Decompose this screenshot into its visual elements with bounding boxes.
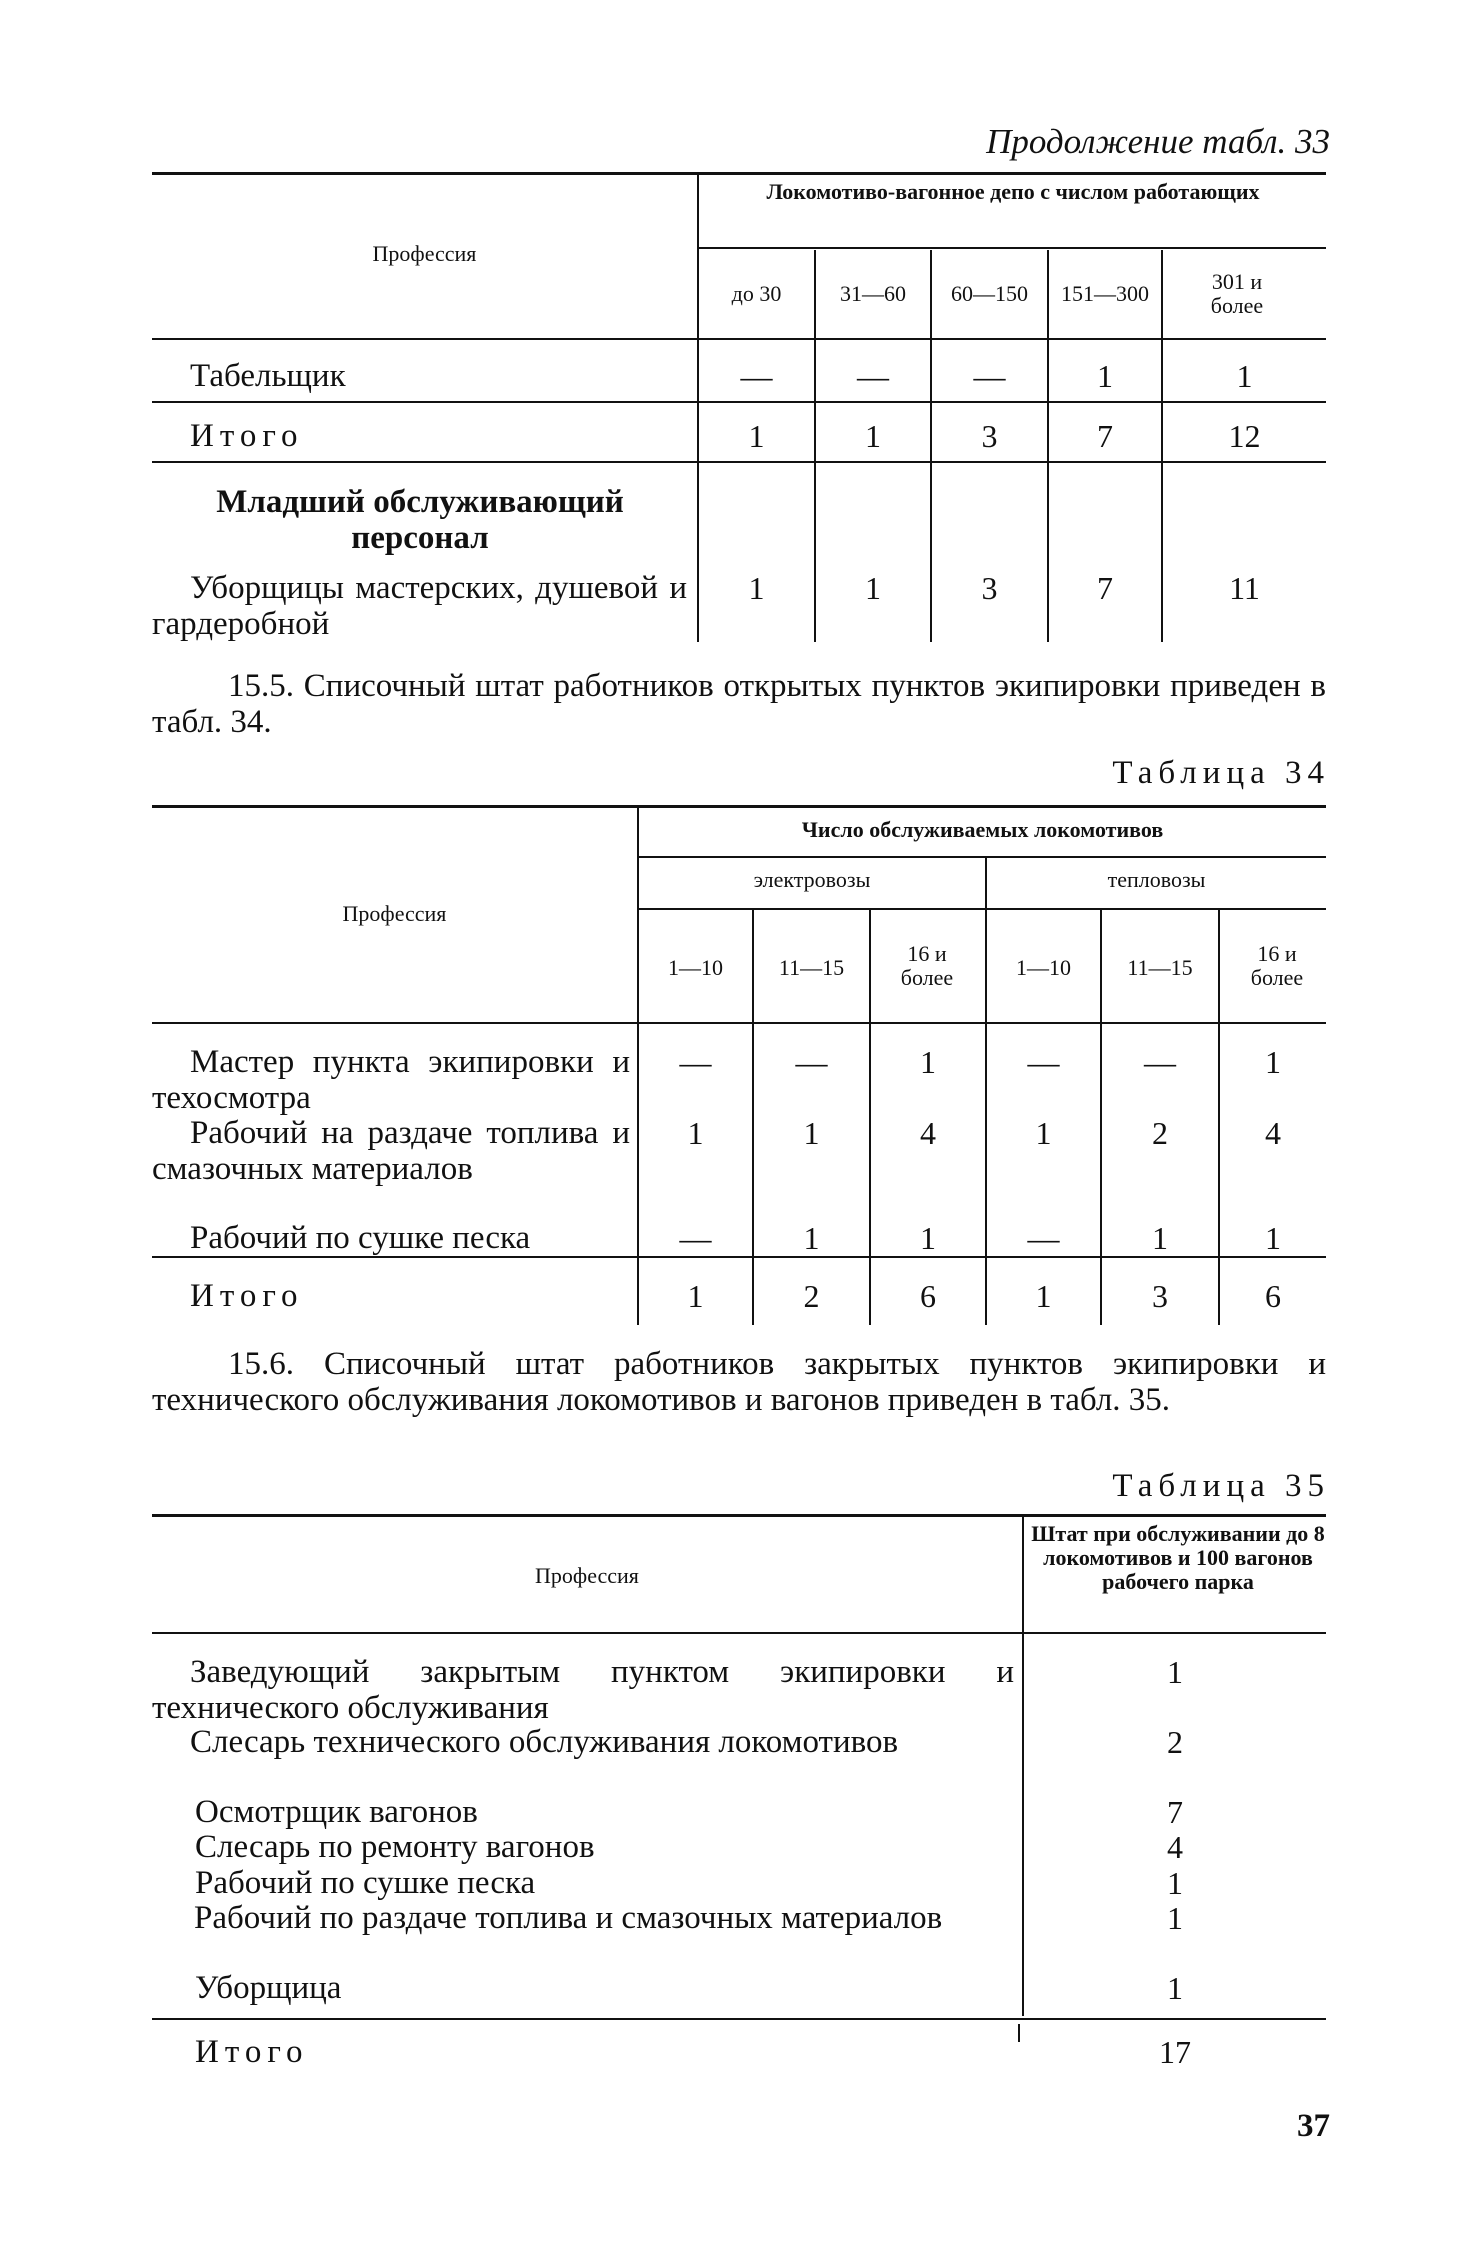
t34-col-header: 1—10 [1016, 955, 1071, 980]
t33-header-rule [152, 338, 1326, 340]
t34-cell: 2 [803, 1278, 820, 1314]
t34-total-label: Итого [190, 1278, 304, 1314]
t35-header-rule [152, 1632, 1326, 1634]
t35-top-rule [152, 1514, 1326, 1517]
t35-cell: 1 [1167, 1900, 1183, 1936]
t35-profession-header: Профессия [535, 1563, 639, 1588]
t34-cell: 1 [1035, 1278, 1052, 1314]
t34-col-header: 1—10 [668, 955, 723, 980]
t35-total-tick [1018, 2024, 1020, 2042]
t33-row-rule [152, 461, 1326, 463]
table-34-caption: Таблица 34 [1112, 755, 1330, 791]
t33-section-title: Младший обслуживающий персонал [216, 484, 624, 556]
t34-col-header: 16 и более [900, 941, 954, 990]
t33-cell: 1 [748, 570, 765, 606]
t34-cell: 1 [1152, 1220, 1168, 1256]
t34-cell: — [1027, 1044, 1060, 1080]
table-35-caption: Таблица 35 [1112, 1468, 1330, 1504]
t35-row-label: Осмотрщик вагонов [195, 1794, 478, 1830]
t33-cell: 3 [981, 570, 998, 606]
t34-col-header: 11—15 [1127, 955, 1193, 980]
t33-cell: 1 [1097, 358, 1113, 394]
t33-cell: — [740, 358, 773, 394]
t33-col-header: до 30 [731, 281, 782, 306]
t33-cell: 1 [865, 570, 881, 606]
t34-cell: 1 [1265, 1220, 1281, 1256]
t33-cell: 1 [748, 418, 765, 454]
t33-row-label: Табельщик [190, 358, 346, 394]
t34-cell: 4 [920, 1115, 936, 1151]
t34-cell: 1 [687, 1278, 704, 1314]
t33-cell: — [973, 358, 1006, 394]
t33-cell: 7 [1097, 418, 1113, 454]
t33-top-rule [152, 172, 1326, 175]
t33-profession-header: Профессия [372, 241, 477, 266]
t34-cell: 1 [1035, 1115, 1052, 1151]
t35-cell: 1 [1167, 1865, 1183, 1901]
paragraph-15-5: 15.5. Списочный штат работников открытых пунктов экипировки приведен в табл. 34. [152, 668, 1326, 740]
t34-top-rule [152, 805, 1326, 808]
t35-cell: 2 [1167, 1724, 1183, 1760]
t34-cell: 1 [803, 1220, 820, 1256]
t34-cell: — [1144, 1044, 1176, 1080]
t35-cell: 4 [1167, 1829, 1183, 1865]
t33-cell: 1 [865, 418, 881, 454]
t35-cell: 1 [1167, 1654, 1183, 1690]
t33-cell: 11 [1229, 570, 1260, 606]
t35-row-label: Рабочий по сушке песка [195, 1865, 536, 1901]
table-33-caption: Продолжение табл. 33 [986, 122, 1330, 161]
t34-row-label: Мастер пункта экипировки и техосмотра [152, 1044, 630, 1116]
t34-col-header: 11—15 [778, 955, 845, 980]
t34-cell: 1 [920, 1220, 936, 1256]
t33-group-rule [697, 247, 1326, 249]
t34-cell: — [795, 1044, 828, 1080]
t34-col-header: 16 и более [1250, 941, 1304, 990]
t35-row-label: Слесарь технического обслуживания локомотивов [190, 1724, 899, 1760]
t33-cell: — [857, 358, 889, 394]
t34-cell: — [679, 1044, 712, 1080]
t34-cell: — [679, 1220, 712, 1256]
t34-cell: 1 [687, 1115, 704, 1151]
t34-cell: 6 [1265, 1278, 1281, 1314]
t33-col-header: 60—150 [951, 281, 1028, 306]
paragraph-15-6: 15.6. Списочный штат работников закрытых пунктов экипировки и технического обслуживания локомотивов и вагонов приведен в табл. 35. [152, 1346, 1326, 1418]
t35-cell: 17 [1159, 2034, 1191, 2070]
t33-col-header: 301 и более [1210, 269, 1264, 318]
t35-row-label: Заведующий закрытым пунктом экипировки и технического обслуживания [152, 1654, 1014, 1726]
t34-cell: 3 [1152, 1278, 1168, 1314]
t35-row-label: Уборщица [195, 1970, 342, 2006]
t33-col-header: 31—60 [840, 281, 906, 306]
t34-subgroup-header: электровозы [753, 867, 871, 892]
t34-total-rule [152, 1256, 1326, 1258]
page-number: 37 [1297, 2108, 1330, 2144]
t34-cell: 1 [920, 1044, 936, 1080]
t35-total-label: Итого [195, 2034, 309, 2070]
t35-col-header: Штат при обслуживании до 8 локомотивов и 100 вагонов рабочего парка [1031, 1521, 1325, 1594]
t34-subgroup-rule [637, 908, 1326, 910]
t34-cell: 2 [1152, 1115, 1168, 1151]
t34-profession-header: Профессия [342, 901, 447, 926]
t34-group-header: Число обслуживаемых локомотивов [801, 817, 1164, 842]
t34-cell: 4 [1265, 1115, 1281, 1151]
t35-cell: 7 [1167, 1794, 1183, 1830]
t34-row-label: Рабочий по сушке песка [190, 1220, 531, 1256]
t33-cell: 12 [1228, 418, 1261, 454]
t34-cell: 1 [1265, 1044, 1281, 1080]
t35-row-label: Слесарь по ремонту вагонов [195, 1829, 595, 1865]
t35-row-label: Рабочий по раздаче топлива и смазочных материалов [194, 1900, 943, 1936]
t35-cell: 1 [1167, 1970, 1183, 2006]
t34-cell: 1 [803, 1115, 820, 1151]
t33-total-label: Итого [190, 418, 304, 454]
t34-cell: — [1027, 1220, 1060, 1256]
t34-subgroup-header: тепловозы [1107, 867, 1206, 892]
t33-group-header: Локомотиво-вагонное депо с числом работающих [766, 179, 1260, 204]
t33-cell: 3 [981, 418, 998, 454]
t33-cell: 1 [1236, 358, 1253, 394]
t34-group-rule [637, 856, 1326, 858]
t34-header-rule [152, 1022, 1326, 1024]
t33-row-label: Уборщицы мастерских, душевой и гардеробной [152, 570, 687, 642]
t34-row-label: Рабочий на раздаче топлива и смазочных материалов [152, 1115, 630, 1187]
t35-col-divider [1022, 1516, 1024, 2016]
t33-row-rule [152, 401, 1326, 403]
t33-col-header: 151—300 [1061, 281, 1149, 306]
t35-total-rule [152, 2018, 1326, 2020]
t33-cell: 7 [1097, 570, 1113, 606]
t34-cell: 6 [920, 1278, 936, 1314]
